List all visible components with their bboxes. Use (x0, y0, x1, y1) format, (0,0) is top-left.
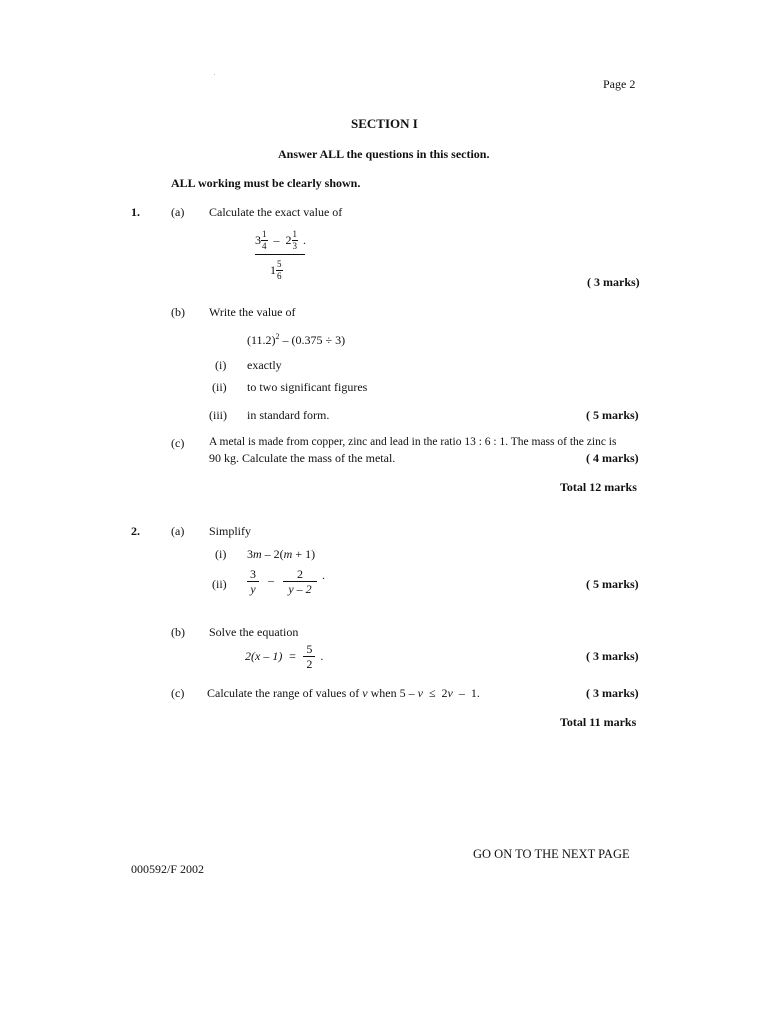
part-label-2a: (a) (171, 524, 185, 538)
denominator: 6 (277, 271, 282, 281)
mixed-number-2-1-3 (286, 230, 299, 251)
period: . (303, 233, 306, 247)
subpart-text-1b-iii: in standard form. (247, 408, 330, 422)
marks-1c: ( 4 marks) (586, 451, 639, 465)
equation-2b (245, 643, 323, 670)
expression-1b (247, 332, 345, 348)
variable-m: m (283, 547, 293, 561)
minus-sign: – (268, 573, 274, 588)
text-part: when 5 – (367, 686, 418, 700)
marks-2b: ( 3 marks) (586, 649, 639, 663)
expression-part: + 1) (292, 547, 316, 561)
marks-1b: ( 5 marks) (586, 408, 639, 422)
subpart-label-1b-ii: (ii) (212, 380, 227, 394)
subpart-label-1b-i: (i) (215, 358, 227, 372)
variable-v: v (447, 686, 453, 700)
total-marks-q2: Total 11 marks (560, 715, 637, 729)
part-text-1a: Calculate the exact value of (209, 205, 343, 219)
mixed-number-1-5-6 (270, 260, 283, 281)
subpart-label-2a-ii: (ii) (212, 577, 227, 591)
part-label-2b: (b) (171, 625, 185, 639)
text-part: – 1. (452, 686, 480, 700)
expression-rest: – (0.375 ÷ 3) (279, 333, 346, 347)
expression-2a-i (247, 547, 315, 562)
subpart-label-2a-i: (i) (215, 547, 227, 561)
numerator: 2 (283, 568, 317, 582)
paper-code: 000592/F 2002 (131, 862, 205, 876)
part-label-1b: (b) (171, 305, 185, 319)
page-number: Page 2 (603, 77, 636, 91)
subpart-label-1b-iii: (iii) (209, 408, 227, 422)
fraction-3-over-y (247, 568, 259, 595)
fraction-5-over-2 (303, 643, 315, 670)
numerator: 1 (262, 229, 267, 239)
denominator: 4 (262, 241, 267, 251)
expression-2a-ii (247, 568, 325, 595)
marks-2c: ( 3 marks) (586, 686, 639, 700)
part-text-1c-line2: 90 kg. Calculate the mass of the metal. (209, 451, 396, 465)
base: (11.2) (247, 333, 276, 347)
part-label-1a: (a) (171, 205, 185, 219)
denominator: 2 (306, 657, 313, 671)
text-part: Calculate the range of values of (207, 686, 363, 700)
period: . (320, 649, 324, 663)
marks-2a: ( 5 marks) (586, 577, 639, 591)
text-part: ≤ 2 (422, 686, 448, 700)
part-text-2a: Simplify (209, 524, 252, 538)
question-number-2: 2. (131, 524, 140, 538)
subpart-text-1b-i: exactly (247, 358, 282, 372)
coefficient: 3 (247, 547, 253, 561)
expression-part: – 2( (261, 547, 284, 561)
subpart-text-1b-ii: to two significant figures (247, 380, 368, 394)
part-text-1b: Write the value of (209, 305, 296, 319)
go-on-next-page: GO ON TO THE NEXT PAGE (473, 847, 630, 861)
whole-part: 1 (270, 263, 276, 277)
whole-part: 2 (285, 233, 292, 247)
part-label-1c: (c) (171, 436, 185, 450)
fraction-2-over-y-minus-2 (283, 568, 317, 595)
fraction-bar (255, 254, 305, 255)
numerator: 5 (303, 643, 315, 657)
part-text-2c (207, 686, 480, 701)
part-label-2c: (c) (171, 686, 185, 700)
period: . (322, 568, 325, 582)
question-number-1: 1. (131, 205, 140, 219)
part-text-1c-line1: A metal is made from copper, zinc and lead in the ratio 13 : 6 : 1. The mass of the zinc is (209, 436, 617, 448)
part-text-2b: Solve the equation (209, 625, 299, 639)
denominator-expression-1a (270, 260, 283, 281)
fraction (276, 260, 283, 281)
section-title: SECTION I (351, 116, 418, 131)
numerator: 5 (277, 259, 282, 269)
fraction-expression-1a (255, 230, 306, 251)
denominator: y – 2 (288, 582, 312, 596)
denominator: 3 (292, 241, 297, 251)
instruction-working: ALL working must be clearly shown. (171, 176, 361, 190)
denominator: y (250, 582, 256, 596)
scan-speck (214, 74, 215, 75)
variable-v: v (362, 686, 368, 700)
minus-sign: – (273, 233, 280, 247)
fraction (292, 230, 299, 251)
fraction (261, 230, 268, 251)
variable-m: m (253, 547, 262, 561)
exponent: 2 (275, 332, 280, 341)
numerator: 3 (247, 568, 259, 582)
equation-lhs: 2(x – 1) = (245, 649, 297, 663)
total-marks-q1: Total 12 marks (560, 480, 637, 494)
numerator: 1 (292, 229, 297, 239)
whole-part: 3 (255, 233, 261, 247)
instruction-answer-all: Answer ALL the questions in this section. (278, 147, 490, 161)
mixed-number-3-1-4 (255, 230, 268, 251)
marks-1a: ( 3 marks) (587, 275, 640, 289)
variable-v: v (417, 686, 423, 700)
